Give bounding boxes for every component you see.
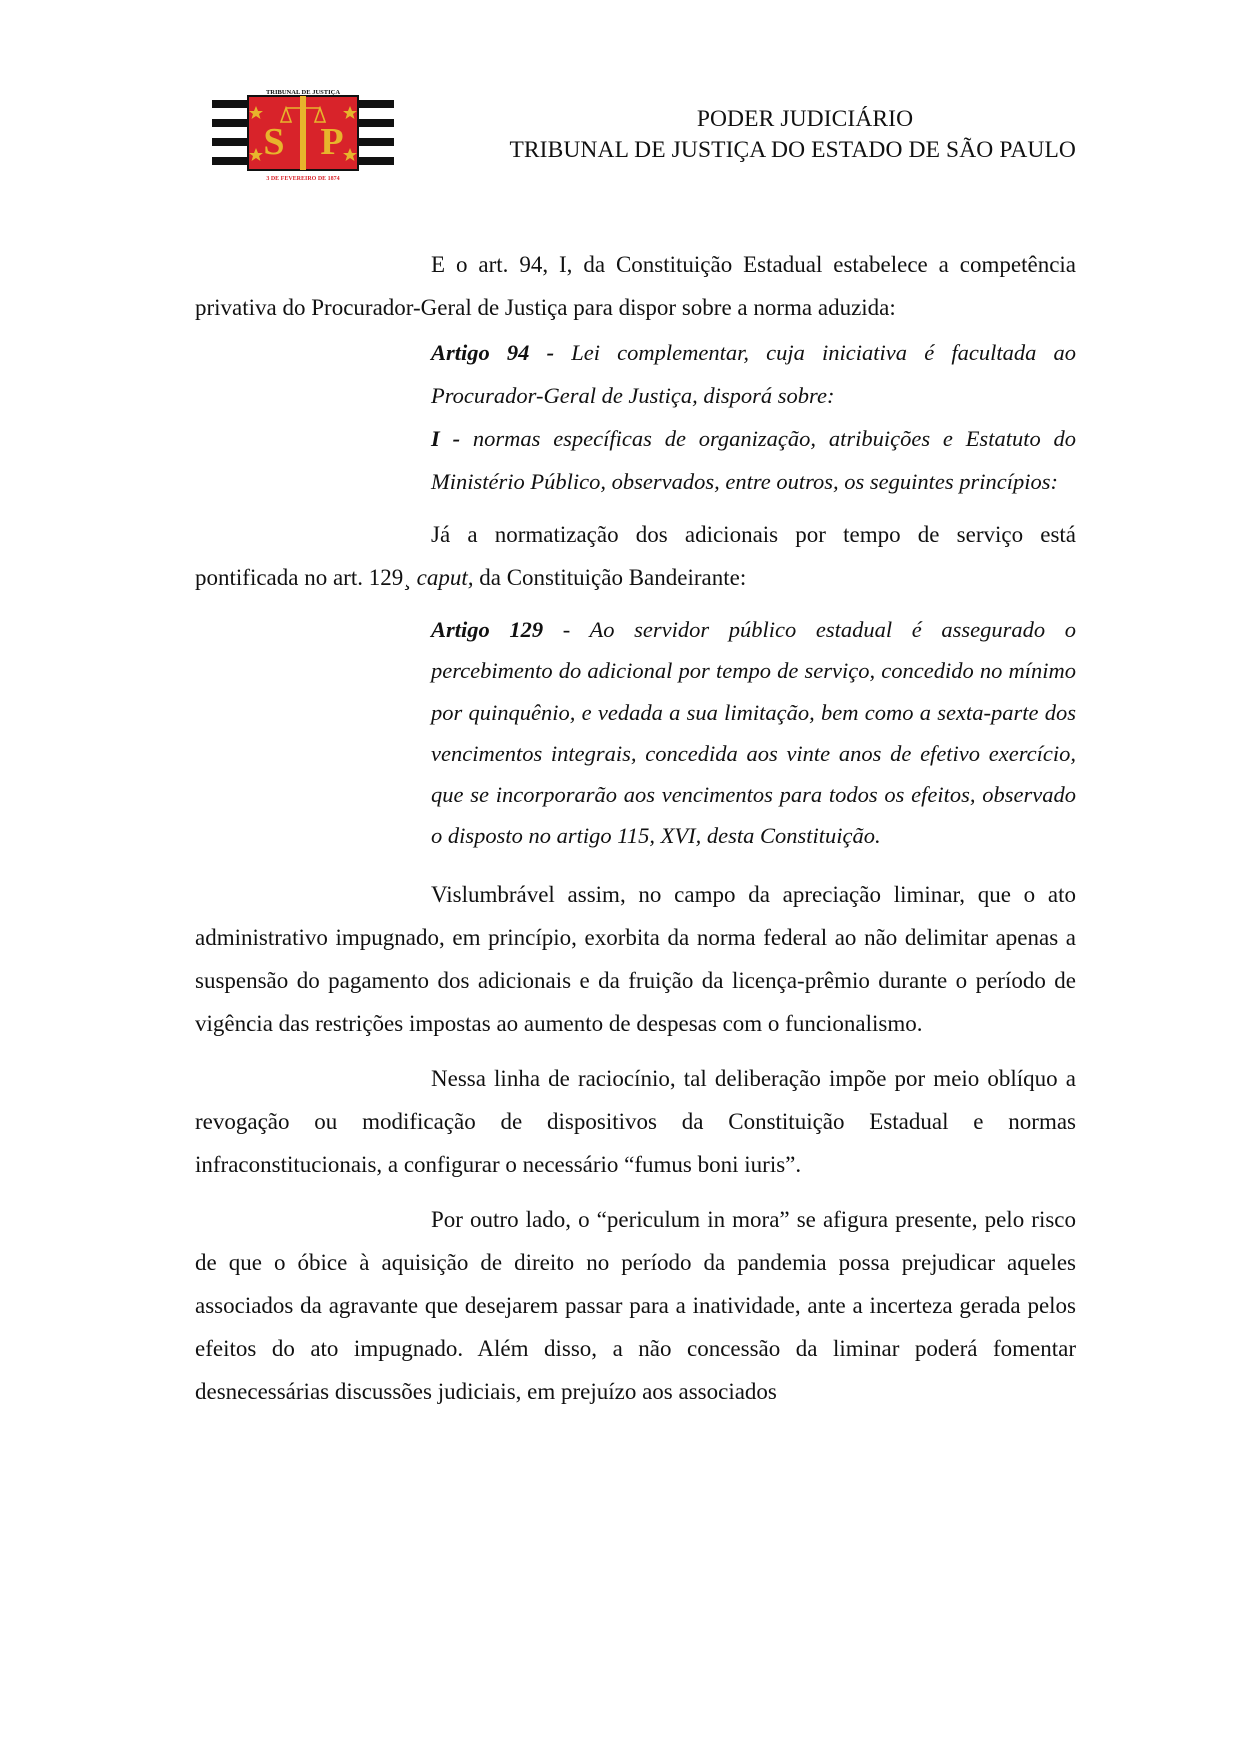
quote-artigo-94 xyxy=(431,331,1076,503)
logo-letter-left: S xyxy=(263,121,285,163)
paragraph-1: E o art. 94, I, da Constituição Estadual estabelece a competência privativa do Procurador-Geral de Justiça para dispor sobre a norma aduzida: xyxy=(195,252,1076,320)
document-body xyxy=(195,243,1076,1413)
quote-artigo-129 xyxy=(431,609,1076,857)
page-header xyxy=(470,104,1076,166)
quote-2-text: - Ao servidor público estadual é assegurado o percebimento do adicional por tempo de serviço, concedido no mínimo por quinquênio, e vedada a sua limitação, bem como a sexta-parte dos vencimentos integrais, concedida aos vinte anos de efetivo exercício, que se incorporarão aos vencimentos para todos os efeitos, observado o disposto no artigo 115, XVI, desta Constituição. xyxy=(431,617,1076,849)
tjsp-logo xyxy=(212,88,394,188)
paragraph-5: Por outro lado, o “periculum in mora” se afigura presente, pelo risco de que o óbice à aquisição de direito no período da pandemia possa prejudicar aqueles associados da agravante que desejarem passar para a inatividade, ante a incerteza gerada pelos efeitos do ato impugnado. Além disso, a não concessão da liminar poderá fomentar desnecessárias discussões judiciais, em prejuízo aos associados xyxy=(195,1206,1076,1404)
paragraph-3: Vislumbrável assim, no campo da apreciação liminar, que o ato administrativo impugnado, em princípio, exorbita da norma federal ao não delimitar apenas a suspensão do pagamento dos adicionais e da fruição da licença-prêmio durante o período de vigência das restrições impostas ao aumento de despesas com o funcionalismo. xyxy=(195,881,1076,1036)
logo-top-text: TRIBUNAL DE JUSTIÇA xyxy=(265,89,341,96)
quote-1-text: Lei complementar, cuja iniciativa é facultada ao Procurador-Geral de Justiça, disporá sobre: xyxy=(431,340,1076,408)
quote-1-label: Artigo 94 - xyxy=(431,340,555,365)
logo-letter-right: P xyxy=(320,121,344,163)
quote-1-item-text: normas específicas de organização, atribuições e Estatuto do Ministério Público, observados, entre outros, os seguintes princípios: xyxy=(431,426,1076,494)
quote-1-item-label: I - xyxy=(431,426,461,451)
header-line-1: PODER JUDICIÁRIO xyxy=(696,106,914,132)
paragraph-4: Nessa linha de raciocínio, tal deliberação impõe por meio oblíquo a revogação ou modificação de dispositivos da Constituição Estadual e normas infraconstitucionais, a configurar o necessário “fumus boni iuris”. xyxy=(195,1065,1076,1177)
paragraph-2: Já a normatização dos adicionais por tempo de serviço está pontificada no art. 129¸ caput, da Constituição Bandeirante: xyxy=(195,522,1076,590)
quote-2-label: Artigo 129 xyxy=(431,617,544,642)
logo-bottom-text: 3 DE FEVEREIRO DE 1874 xyxy=(266,176,340,182)
paragraph-2-italic: caput, xyxy=(416,565,474,590)
header-line-2: TRIBUNAL DE JUSTIÇA DO ESTADO DE SÃO PAULO xyxy=(509,137,1076,163)
